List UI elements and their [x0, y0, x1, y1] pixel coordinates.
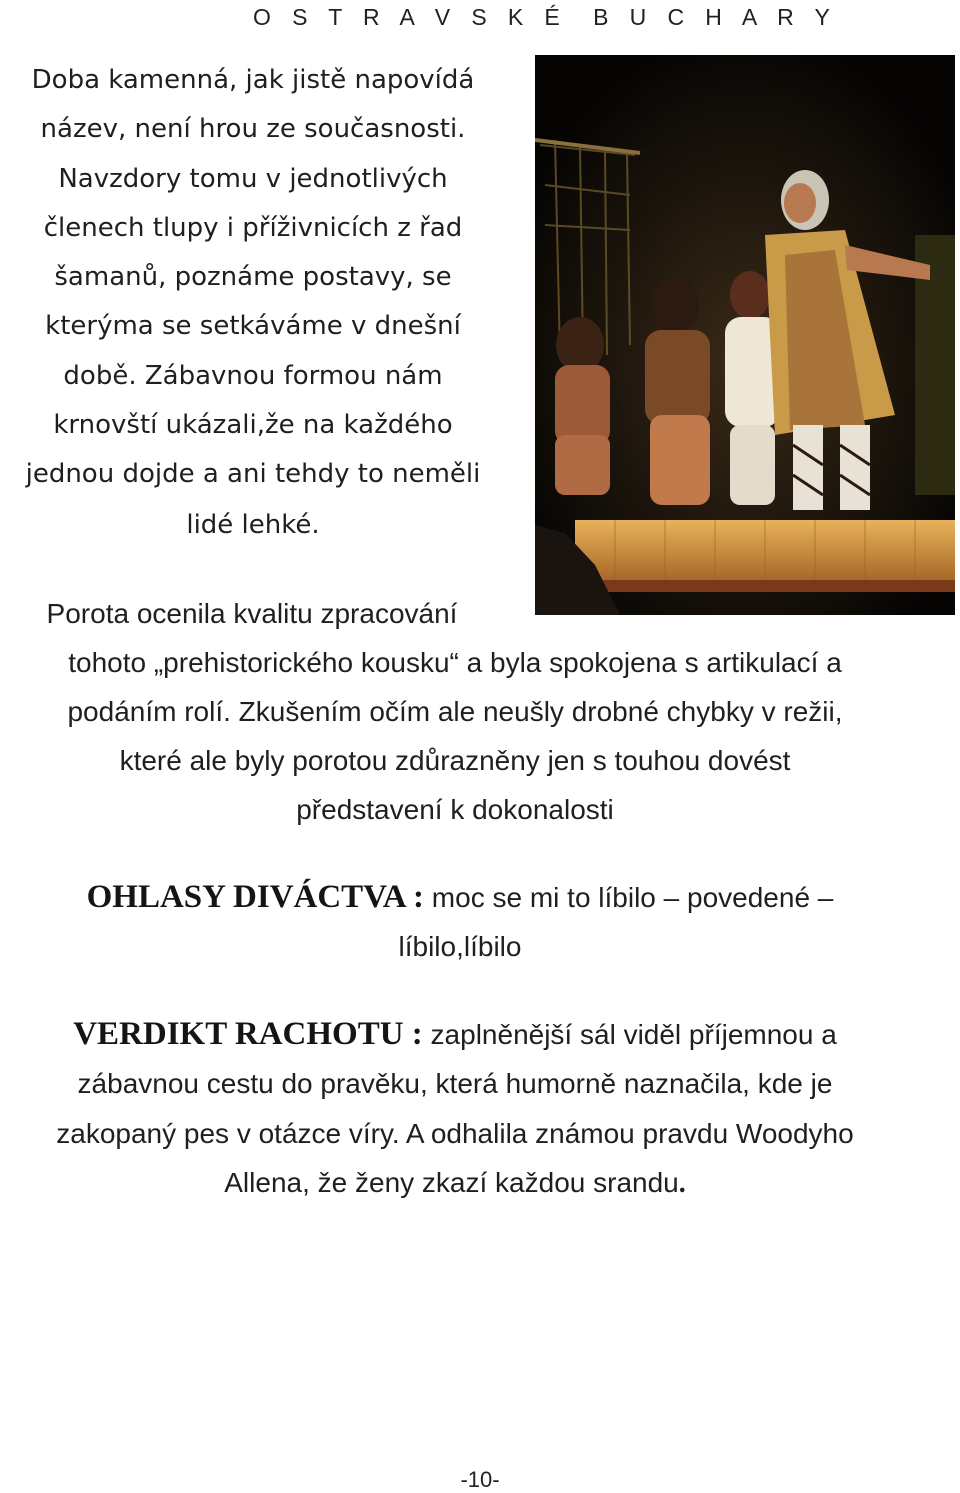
- verdict-last-text: Allena, že ženy zkazí každou srandu: [224, 1167, 679, 1198]
- audience-text: moc se mi to líbilo – povedené –: [424, 882, 834, 913]
- verdict-heading: VERDIKT RACHOTU :: [73, 1016, 423, 1052]
- verdict-period: .: [678, 1168, 686, 1199]
- jury-line: které ale byly porotou zdůrazněny jen s touhou dovést: [119, 745, 791, 776]
- audience-line: líbilo,líbilo: [398, 931, 522, 962]
- intro-line: členech tlupy i příživnicích z řad: [43, 213, 463, 243]
- header-word-ostravske: O S T R A V S K É: [253, 4, 568, 30]
- verdict-line: zábavnou cestu do pravěku, která humorně naznačila, kde je: [77, 1068, 833, 1099]
- verdict-line: [0, 1166, 935, 1201]
- intro-line: krnovští ukázali,že na každého: [53, 410, 453, 440]
- page-header: [253, 4, 837, 31]
- verdict-line: zakopaný pes v otázce víry. A odhalila známou pravdu Woodyho: [56, 1118, 854, 1149]
- jury-line: představení k dokonalosti: [296, 794, 614, 825]
- intro-line: jednou dojde a ani tehdy to neměli: [25, 459, 481, 489]
- jury-line: tohoto „prehistorického kousku“ a byla spokojena s artikulací a: [68, 647, 842, 678]
- intro-line: Navzdory tomu v jednotlivých: [58, 164, 448, 194]
- intro-line: lidé lehké.: [186, 510, 320, 540]
- page-number: -10-: [460, 1467, 500, 1492]
- intro-line: název, není hrou ze současnosti.: [40, 114, 466, 144]
- verdict-text: zaplněnější sál viděl příjemnou a: [422, 1019, 837, 1050]
- intro-line: kterýma se setkáváme v dnešní: [45, 311, 461, 341]
- jury-line: podáním rolí. Zkušením očím ale neušly drobné chybky v režii,: [67, 696, 843, 727]
- audience-heading: OHLASY DIVÁCTVA :: [86, 879, 425, 915]
- intro-line: době. Zábavnou formou nám: [63, 361, 443, 391]
- audience-line: [0, 880, 940, 915]
- intro-line: šamanů, poznáme postavy, se: [54, 262, 452, 292]
- verdict-line: [0, 1017, 935, 1052]
- theatre-stage-photo: [535, 55, 955, 615]
- jury-line: Porota ocenila kvalitu zpracování: [46, 598, 458, 629]
- intro-line: Doba kamenná, jak jistě napovídá: [31, 65, 475, 95]
- header-word-buchary: B U C H A R Y: [593, 4, 838, 30]
